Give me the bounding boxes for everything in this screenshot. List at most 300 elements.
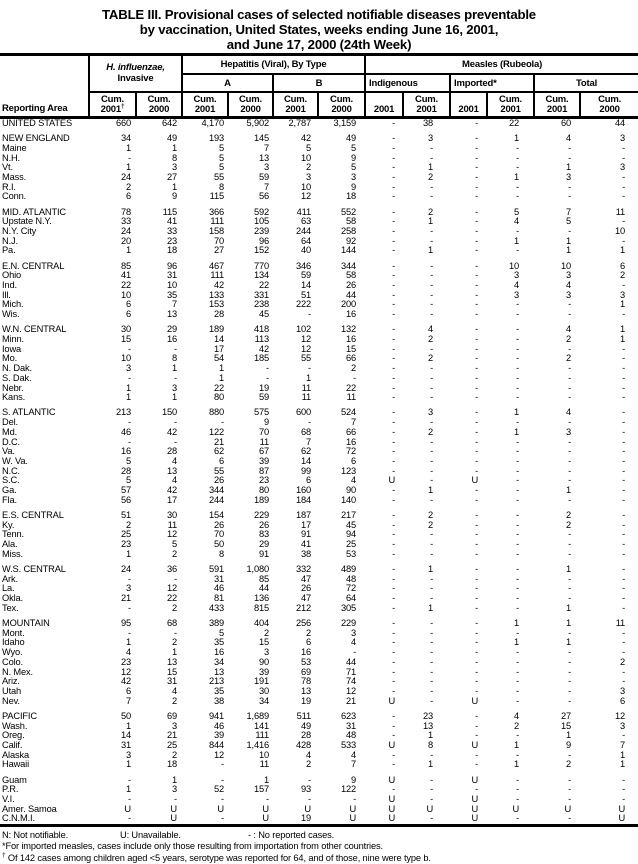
value-cell: 11 — [346, 392, 357, 403]
row-label: Okla. — [2, 593, 23, 604]
table-row — [0, 604, 638, 614]
table-row — [0, 697, 638, 707]
table-row — [0, 785, 638, 795]
table-row — [0, 408, 638, 418]
row-label: Alaska — [2, 749, 30, 760]
value-cell: - — [568, 784, 572, 795]
value-cell: - — [430, 446, 434, 457]
value-cell: - — [568, 343, 572, 354]
value-cell: 3 — [620, 289, 626, 300]
table-row — [0, 144, 638, 154]
value-cell: 50 — [120, 710, 131, 721]
table-row — [0, 648, 638, 658]
value-cell: 93 — [300, 784, 311, 795]
value-cell: 85 — [120, 260, 131, 271]
value-cell: - — [622, 142, 626, 153]
row-label: V.I. — [2, 794, 15, 804]
value-cell: 113 — [254, 334, 269, 345]
row-label: NEW ENGLAND — [2, 133, 70, 144]
value-cell: 2 — [428, 172, 434, 183]
value-cell: - — [475, 685, 479, 696]
value-cell: 12 — [120, 666, 131, 677]
row-label: N. Mex. — [2, 666, 33, 677]
value-cell: 26 — [213, 475, 224, 486]
value-cell: - — [128, 343, 131, 354]
value-cell: - — [475, 730, 479, 741]
table-row — [0, 521, 638, 531]
value-cell: 2 — [305, 759, 311, 770]
value-cell: 49 — [300, 720, 311, 731]
value-cell: - — [516, 417, 520, 428]
value-cell: 25 — [166, 739, 177, 750]
value-cell: 552 — [340, 206, 357, 217]
value-cell: 5 — [514, 206, 520, 217]
value-cell: - — [516, 363, 520, 374]
value-cell: 17 — [166, 494, 177, 505]
value-cell: - — [622, 436, 626, 447]
value-cell: - — [128, 602, 131, 613]
value-cell: - — [475, 324, 479, 335]
table-body — [0, 118, 638, 826]
value-cell: 30 — [120, 324, 131, 335]
value-cell: U — [471, 695, 479, 706]
value-cell: 25 — [120, 529, 131, 540]
column-header: 2001 — [450, 92, 487, 118]
row-label: Wis. — [2, 309, 20, 320]
row-label: Del. — [2, 417, 18, 428]
value-cell: 3 — [263, 162, 269, 173]
value-cell: 5 — [351, 162, 357, 173]
value-cell: 1 — [428, 245, 434, 256]
value-cell: - — [475, 465, 479, 476]
value-cell: 2 — [566, 759, 572, 770]
value-cell: - — [475, 593, 479, 604]
value-cell: - — [568, 666, 572, 677]
value-cell: - — [392, 485, 396, 496]
value-cell: - — [475, 539, 479, 550]
value-cell: 4 — [566, 133, 572, 144]
value-cell: - — [475, 289, 479, 300]
row-label: Ala. — [2, 539, 18, 550]
row-label: Vt. — [2, 162, 13, 173]
value-cell: - — [568, 529, 572, 540]
table-row — [0, 364, 638, 374]
value-cell: 10 — [166, 280, 177, 291]
value-cell: - — [622, 216, 626, 227]
value-cell: - — [622, 485, 626, 496]
row-label: Fla. — [2, 494, 17, 505]
row-label: N.C. — [2, 465, 20, 476]
value-cell: 16 — [300, 647, 311, 658]
value-cell: 1 — [171, 392, 177, 403]
value-cell: - — [392, 759, 396, 770]
value-cell: 1 — [125, 548, 131, 559]
value-cell: - — [392, 426, 396, 437]
value-cell: - — [392, 784, 396, 795]
value-cell: 2 — [171, 695, 177, 706]
table-row — [0, 594, 638, 604]
row-label: Mass. — [2, 172, 27, 183]
value-cell: 49 — [166, 133, 177, 144]
value-cell: 217 — [340, 510, 357, 521]
value-cell: 7 — [125, 695, 131, 706]
value-cell: - — [568, 299, 572, 310]
value-cell: - — [430, 152, 434, 163]
value-cell: 10 — [560, 260, 572, 271]
value-cell: - — [475, 363, 479, 374]
value-cell: - — [475, 392, 479, 403]
row-label: Oreg. — [2, 730, 25, 741]
value-cell: - — [516, 382, 520, 393]
value-cell: 533 — [340, 739, 357, 750]
value-cell: - — [475, 343, 479, 354]
value-cell: 2 — [171, 749, 177, 760]
hepatitis-b-header: B — [273, 74, 365, 92]
value-cell: - — [308, 794, 311, 804]
value-cell: - — [516, 695, 520, 706]
value-cell: 16 — [345, 334, 357, 345]
value-cell: 29 — [166, 324, 177, 335]
value-cell: - — [353, 372, 357, 383]
value-cell: 39 — [258, 456, 269, 466]
value-cell: 3 — [125, 363, 131, 374]
value-cell: - — [622, 235, 626, 246]
value-cell: - — [516, 456, 520, 466]
value-cell: 4 — [566, 324, 572, 335]
value-cell: 2 — [171, 602, 177, 613]
value-cell: 13 — [258, 152, 269, 163]
hinfluenzae-label-line2: Invasive — [117, 72, 154, 84]
legend-line — [0, 830, 638, 841]
value-cell: - — [568, 181, 572, 192]
value-cell: - — [622, 583, 626, 594]
value-cell: - — [430, 465, 434, 476]
value-cell: 2 — [428, 510, 434, 521]
value-cell: - — [516, 627, 520, 638]
value-cell: 10 — [300, 181, 311, 192]
value-cell: 10 — [120, 289, 131, 300]
value-cell: - — [392, 226, 396, 237]
value-cell: 1 — [171, 647, 177, 658]
value-cell: - — [475, 162, 479, 173]
value-cell: 85 — [258, 573, 269, 584]
value-cell: 12 — [300, 334, 311, 345]
value-cell: - — [392, 676, 396, 687]
value-cell: 141 — [253, 720, 269, 731]
value-cell: - — [430, 235, 434, 246]
value-cell: - — [622, 172, 626, 183]
value-cell: 12 — [166, 583, 177, 594]
value-cell: - — [568, 475, 572, 486]
table-row — [0, 271, 638, 281]
value-cell: - — [622, 363, 626, 374]
row-label: Ky. — [2, 519, 15, 530]
value-cell: - — [430, 280, 434, 291]
value-cell: 62 — [300, 446, 311, 457]
value-cell: - — [568, 456, 572, 466]
value-cell: - — [392, 627, 396, 638]
table-row — [0, 540, 638, 550]
value-cell: - — [475, 270, 479, 281]
value-cell: 26 — [213, 519, 224, 530]
value-cell: 1 — [514, 133, 520, 144]
value-cell: 67 — [258, 446, 269, 457]
value-cell: - — [128, 573, 131, 584]
value-cell: 38 — [422, 118, 434, 128]
value-cell: - — [622, 573, 626, 584]
table-row — [0, 511, 638, 521]
value-cell: U — [365, 814, 403, 825]
value-cell: - — [622, 372, 626, 383]
value-cell: 7 — [566, 206, 572, 217]
value-cell: - — [353, 794, 357, 804]
value-cell: - — [392, 749, 396, 760]
value-cell: - — [622, 529, 626, 540]
value-cell: - — [392, 235, 396, 246]
value-cell: 3 — [514, 270, 520, 281]
value-cell: 22 — [213, 382, 224, 393]
row-label: W.N. CENTRAL — [2, 324, 67, 335]
value-cell: - — [392, 289, 396, 300]
value-cell: - — [430, 363, 434, 374]
value-cell: 3 — [620, 685, 626, 696]
value-cell: 46 — [213, 720, 224, 731]
value-cell: - — [475, 426, 479, 437]
value-cell: - — [430, 343, 434, 354]
value-cell: U — [388, 739, 396, 750]
value-cell: - — [568, 494, 572, 505]
row-label: Pa. — [2, 245, 16, 256]
value-cell: 91 — [258, 548, 269, 559]
row-label: Ark. — [2, 573, 18, 584]
title-line-3: and June 17, 2000 (24th Week) — [226, 37, 412, 52]
value-cell: 191 — [253, 676, 269, 687]
value-cell: 1 — [125, 392, 131, 403]
value-cell: 136 — [253, 593, 269, 604]
column-header: Cum. 2000 — [580, 92, 638, 118]
value-cell: U — [471, 803, 479, 814]
value-cell: 6 — [351, 456, 357, 466]
table-row — [0, 751, 638, 761]
value-cell: - — [430, 695, 434, 706]
value-cell: 16 — [166, 334, 177, 345]
value-cell: 23 — [258, 475, 269, 486]
table-row — [0, 668, 638, 678]
value-cell: 64 — [300, 235, 311, 246]
value-cell: U — [564, 803, 572, 814]
value-cell: - — [568, 548, 572, 559]
value-cell: 157 — [253, 784, 269, 795]
value-cell: 5 — [218, 142, 224, 153]
value-cell: - — [622, 539, 626, 550]
value-cell: - — [475, 456, 479, 466]
table-row — [0, 712, 638, 722]
value-cell: - — [392, 353, 396, 364]
value-cell: 1 — [566, 162, 572, 173]
value-cell: 3 — [428, 407, 434, 418]
value-cell: U — [318, 814, 365, 825]
value-cell: 2 — [620, 656, 626, 667]
value-cell: 91 — [300, 529, 311, 540]
value-cell: 4 — [514, 280, 520, 291]
value-cell: 244 — [208, 494, 224, 505]
table-row — [0, 805, 638, 815]
value-cell: - — [516, 784, 520, 795]
value-cell: - — [516, 794, 520, 804]
value-cell: - — [475, 407, 479, 418]
value-cell: 66 — [345, 353, 357, 364]
value-cell: 115 — [162, 206, 177, 217]
value-cell: U — [512, 803, 520, 814]
value-cell: 7 — [305, 436, 311, 447]
value-cell: 16 — [120, 446, 131, 457]
value-cell: - — [568, 392, 572, 403]
value-cell: - — [622, 774, 626, 785]
value-cell: 21 — [213, 436, 224, 447]
value-cell: - — [516, 226, 520, 237]
value-cell: - — [475, 235, 479, 246]
value-cell: 8 — [171, 353, 177, 364]
value-cell: 22 — [258, 280, 269, 291]
title-line-2: by vaccination, United States, weeks ending June 16, 2001, — [139, 22, 499, 37]
value-cell: 95 — [120, 618, 131, 629]
value-cell: - — [568, 627, 572, 638]
value-cell: - — [516, 774, 520, 785]
value-cell: - — [475, 529, 479, 540]
row-label: Calif. — [2, 739, 23, 750]
value-cell: 94 — [345, 529, 357, 540]
value-cell: 26 — [258, 519, 269, 530]
value-cell: 29 — [258, 539, 269, 550]
value-cell: - — [221, 417, 224, 428]
table-row — [0, 246, 638, 256]
value-cell: 36 — [166, 564, 177, 575]
value-cell: - — [516, 181, 520, 192]
value-cell: - — [475, 226, 479, 237]
value-cell: - — [475, 548, 479, 559]
row-label: D.C. — [2, 436, 20, 447]
value-cell: U — [471, 794, 479, 804]
value-cell: - — [430, 794, 434, 804]
row-label: Hawaii — [2, 759, 29, 770]
value-cell: 3 — [620, 162, 626, 173]
value-cell: - — [475, 510, 479, 521]
table-row — [0, 760, 638, 770]
value-cell: 3 — [620, 720, 626, 731]
value-cell: - — [475, 191, 479, 202]
value-cell: 14 — [213, 334, 224, 345]
value-cell: 70 — [213, 529, 224, 540]
table-row — [0, 418, 638, 428]
value-cell: 22 — [166, 593, 177, 604]
value-cell: 12 — [615, 710, 626, 721]
value-cell: - — [622, 730, 626, 741]
value-cell: 428 — [295, 739, 311, 750]
value-cell: - — [392, 299, 396, 310]
value-cell: - — [392, 334, 396, 345]
value-cell: 1 — [620, 759, 626, 770]
column-header: Cum. 2001 — [273, 92, 318, 118]
value-cell: 258 — [340, 226, 357, 237]
row-label: Wash. — [2, 720, 28, 731]
value-cell: 344 — [208, 485, 224, 496]
value-cell: - — [392, 602, 396, 613]
value-cell: 1 — [514, 618, 520, 629]
value-cell: 23 — [422, 710, 434, 721]
reporting-area-header: Reporting Area — [0, 55, 89, 118]
value-cell: - — [516, 548, 520, 559]
value-cell: 33 — [166, 226, 177, 237]
value-cell: 623 — [340, 710, 357, 721]
table-row — [0, 374, 638, 384]
value-cell: 48 — [345, 730, 357, 741]
row-label: Iowa — [2, 343, 22, 354]
value-cell: U — [217, 803, 224, 814]
value-cell: - — [516, 685, 520, 696]
value-cell: 6 — [125, 685, 131, 696]
value-cell: 92 — [345, 235, 357, 246]
value-cell: 12 — [300, 191, 311, 202]
value-cell: 2 — [305, 162, 311, 173]
serotype-footnote-text: Of 142 cases among children aged <5 years, serotype was reported for 64, and of those, nine were type b. — [5, 853, 431, 864]
value-cell: - — [516, 485, 520, 496]
value-cell: - — [392, 280, 396, 291]
value-cell: 41 — [166, 216, 177, 227]
column-header: 2001 — [365, 92, 403, 118]
value-cell: - — [475, 647, 479, 658]
value-cell: - — [174, 436, 177, 447]
value-cell: - — [308, 417, 311, 428]
table-row — [0, 163, 638, 173]
value-cell: 78 — [120, 206, 131, 217]
value-cell: 63 — [300, 216, 311, 227]
value-cell: 880 — [208, 407, 224, 418]
value-cell: - — [475, 710, 479, 721]
value-cell: 2 — [566, 334, 572, 345]
value-cell: 21 — [166, 730, 177, 741]
value-cell: 366 — [208, 206, 224, 217]
value-cell: - — [430, 494, 434, 505]
value-cell: - — [392, 456, 396, 466]
value-cell: 1 — [566, 235, 572, 246]
value-cell: 331 — [253, 289, 269, 300]
value-cell: 74 — [345, 676, 357, 687]
row-label: Mich. — [2, 299, 24, 310]
value-cell: 35 — [213, 685, 224, 696]
value-cell: - — [475, 382, 479, 393]
value-cell: 1 — [428, 759, 434, 770]
value-cell: - — [475, 280, 479, 291]
value-cell: 2 — [125, 181, 131, 192]
value-cell: 58 — [345, 270, 357, 281]
value-cell: 80 — [213, 392, 224, 403]
table-row — [0, 447, 638, 457]
value-cell: - — [353, 647, 357, 658]
value-cell: - — [475, 172, 479, 183]
value-cell: 3 — [620, 133, 626, 144]
value-cell: 13 — [213, 666, 224, 677]
value-cell: 212 — [295, 602, 311, 613]
legend-no-reported-cases: - : No reported cases. — [248, 830, 335, 841]
value-cell: - — [516, 191, 520, 202]
value-cell: U — [388, 794, 396, 804]
column-header: Cum. 2001 — [182, 92, 228, 118]
value-cell: 1 — [125, 142, 131, 153]
value-cell: 9 — [566, 739, 572, 750]
hinfluenzae-label-line1: H. influenzae, — [106, 62, 165, 73]
value-cell: 332 — [295, 564, 311, 575]
indigenous-header: Indigenous — [365, 74, 450, 92]
